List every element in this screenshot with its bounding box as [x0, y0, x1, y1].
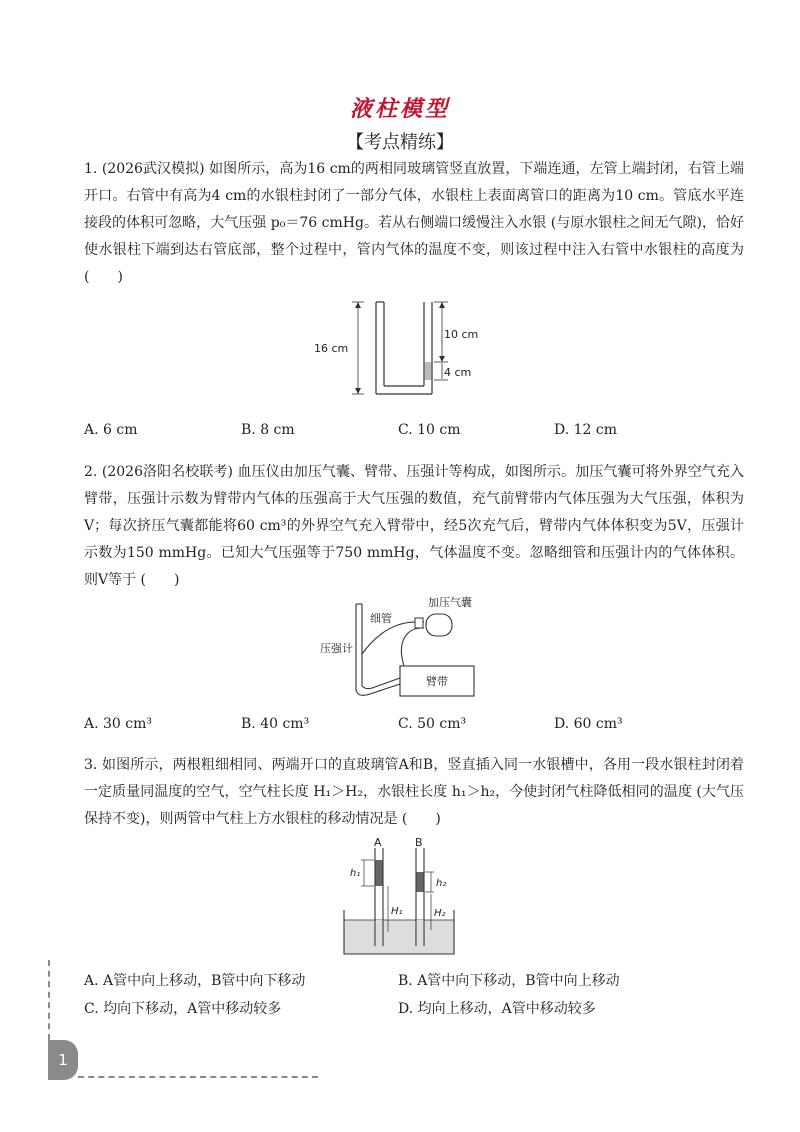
section-heading: 【考点精练】: [346, 132, 454, 153]
label-4cm: 4 cm: [444, 366, 472, 379]
page-title: 液柱模型: [349, 97, 450, 122]
footer-dashed-line: [78, 1076, 318, 1078]
option-a[interactable]: A. 6 cm: [84, 422, 138, 438]
option-c[interactable]: C. 50 cm³: [398, 716, 467, 732]
label-16cm: 16 cm: [314, 342, 349, 355]
question-number: 3.: [84, 757, 98, 773]
figure-two-tubes: [334, 836, 464, 958]
label-10cm: 10 cm: [444, 328, 479, 341]
option-c[interactable]: C. 均向下移动，A管中移动较多: [84, 1001, 282, 1017]
label-gauge: 压强计: [320, 642, 353, 655]
option-b[interactable]: B. A管中向下移动，B管中向上移动: [398, 973, 620, 989]
question-number: 1.: [84, 161, 98, 177]
option-a[interactable]: A. 30 cm³: [84, 716, 153, 732]
label-b: B: [415, 836, 423, 849]
margin-dashed-line: [48, 960, 50, 1040]
page-number: 1: [48, 1040, 78, 1080]
option-d[interactable]: D. 均向上移动，A管中移动较多: [398, 1001, 596, 1017]
label-h1: h₁: [350, 868, 361, 879]
option-c[interactable]: C. 10 cm: [398, 422, 461, 438]
question-text: 如图所示，两根粗细相同、两端开口的直玻璃管A和B，竖直插入同一水银槽中，各用一段水银柱封闭着一定质量同温度的空气，空气柱长度 H₁＞H₂，水银柱长度 h₁＞h₂，今使封闭气柱降低相同的温度 (大气压保持不变)，则两管中气柱上方水银柱的移动情况是 ( ): [84, 757, 744, 827]
mercury-a: [376, 860, 383, 886]
option-b[interactable]: B. 8 cm: [241, 422, 295, 438]
figure-blood-pressure: [312, 588, 502, 704]
option-d[interactable]: D. 60 cm³: [554, 716, 623, 732]
question-1: [84, 156, 744, 291]
label-tube: 细管: [370, 612, 392, 625]
mercury-column: [425, 362, 432, 380]
label-h2: h₂: [436, 878, 447, 889]
question-text: (2026洛阳名校联考) 血压仪由加压气囊、臂带、压强计等构成，如图所示。加压气囊可将外界空气充入臂带，压强计示数为臂带内气体的压强高于大气压强的数值，充气前臂带内气体压强为大气压强，体积为V；每次挤压气囊都能将60 cm³的外界空气充入臂带中，经5次充气后，臂带内气体体积变为5V，压强计示数为150 mmHg。已知大气压强等于750 mmHg，气体温度不变。忽略细管和压强计内的气体体积。则V等于 ( ): [84, 464, 744, 588]
question-text: (2026武汉模拟) 如图所示，高为16 cm的两相同玻璃管竖直放置，下端连通，左管上端封闭，右管上端开口。右管中有高为4 cm的水银柱封闭了一部分气体，水银柱上表面离管口的距离为10 cm。管底水平连接段的体积可忽略，大气压强 p₀＝76 cmHg。若从右侧端口缓慢注入水银 (与原水银柱之间无气隙)，恰好使水银柱下端到达右管底部，整个过程中，管内气体的温度不变，则该过程中注入右管中水银柱的高度为 ( ): [84, 161, 744, 285]
pressure-bulb: [426, 614, 452, 636]
figure-u-tube: [300, 296, 500, 408]
question-number: 2.: [84, 464, 98, 480]
label-cuff: 臂带: [426, 675, 448, 688]
label-H1: H₁: [391, 906, 403, 917]
option-b[interactable]: B. 40 cm³: [241, 716, 310, 732]
label-bulb: 加压气囊: [428, 596, 472, 609]
question-3: [84, 752, 744, 833]
label-a: A: [374, 836, 382, 849]
option-a[interactable]: A. A管中向上移动，B管中向下移动: [84, 973, 306, 989]
mercury-b: [417, 872, 424, 892]
label-H2: H₂: [434, 908, 446, 919]
question-2: [84, 459, 744, 594]
option-d[interactable]: D. 12 cm: [554, 422, 618, 438]
